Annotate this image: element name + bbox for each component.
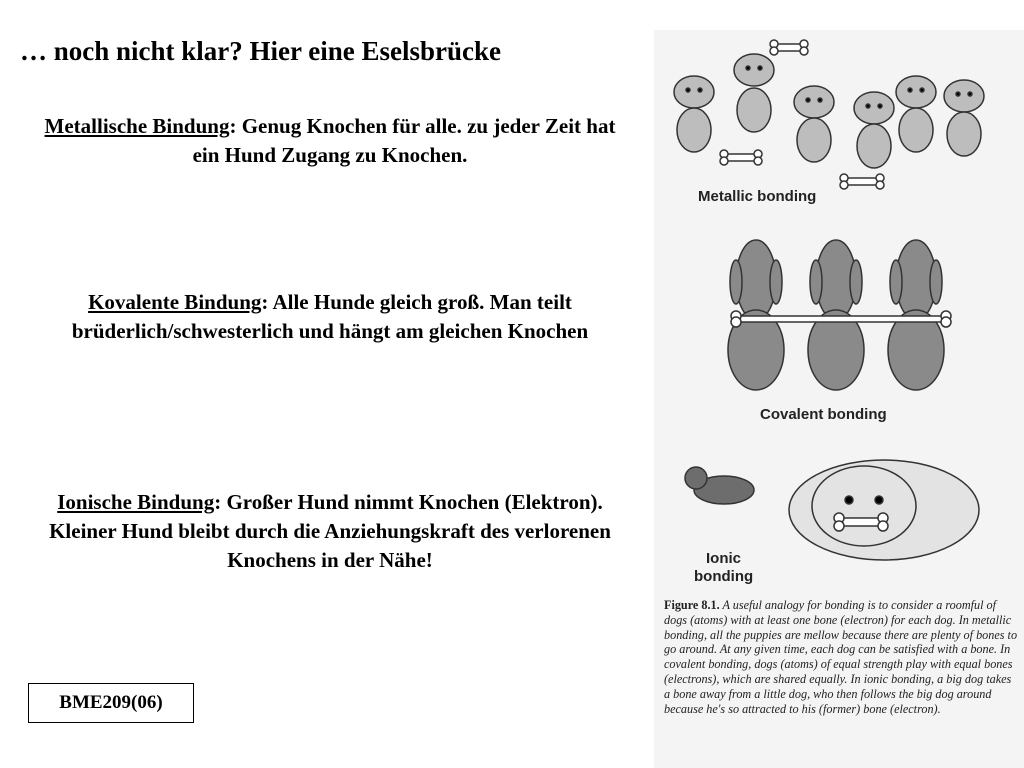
bone-icon — [720, 150, 762, 165]
figure-caption — [664, 598, 1018, 716]
covalent-bonding-term: Kovalente Bindung — [88, 290, 262, 314]
puppy-icon — [674, 76, 714, 152]
covalent-bonding-description: : Alle Hunde gleich groß. Man teilt brüderlich/schwesterlich und hängt am gleichen Knochen — [71, 290, 589, 343]
metallic-puppies-illustration — [674, 40, 984, 189]
hound-icon — [888, 240, 944, 390]
metallic-bonding-term: Metallische Bindung — [44, 114, 230, 138]
ionic-label-line1: Ionic — [706, 550, 742, 567]
bone-icon — [770, 40, 808, 55]
metallic-bonding-text — [30, 112, 630, 170]
metallic-bonding-label: Metallic bonding — [698, 188, 817, 205]
puppy-icon — [896, 76, 936, 152]
covalent-bonding-label: Covalent bonding — [760, 406, 887, 423]
dog-illustrations — [654, 30, 1024, 590]
bone-icon — [840, 174, 884, 189]
bulldog-icon — [789, 460, 979, 560]
ionic-dogs-illustration — [685, 460, 979, 560]
hound-icon — [808, 240, 864, 390]
figure-caption-lead: Figure 8.1. — [664, 598, 720, 612]
puppy-icon — [794, 86, 834, 162]
ionic-label-line2: bonding — [694, 568, 754, 585]
course-code-box: BME209(06) — [28, 683, 194, 723]
covalent-bonding-text — [30, 288, 630, 346]
metallic-bonding-description: : Genug Knochen für alle. zu jeder Zeit hat ein Hund Zugang zu Knochen. — [192, 114, 616, 167]
ionic-bonding-description: : Großer Hund nimmt Knochen (Elektron). Kleiner Hund bleibt durch die Anziehungskraft des verlorenen Knochens in der Nähe! — [49, 490, 611, 572]
ionic-bonding-term: Ionische Bindung — [57, 490, 215, 514]
puppy-icon — [734, 54, 774, 132]
figure-caption-text: A useful analogy for bonding is to consider a roomful of dogs (atoms) with at least one bone (electron) for each dog. In metallic bonding, all the puppies are mellow because there are plenty of bones to go around. At any given time, each dog can be satisfied with a bone. In covalent bonding, dogs (atoms) of equal strength play with equal bones (electrons), which are shared equally. In ionic bonding, a big dog takes a bone away from a little dog, who then follows the big dog around because he's so attracted to his (former) bone (electron). — [664, 598, 1018, 716]
bonding-analogy-figure — [654, 30, 1024, 768]
covalent-dogs-illustration — [728, 240, 951, 390]
puppy-icon — [944, 80, 984, 156]
small-dog-icon — [685, 467, 754, 504]
puppy-icon — [854, 92, 894, 168]
slide-title: … noch nicht klar? Hier eine Eselsbrücke — [20, 36, 502, 66]
ionic-bonding-text — [30, 488, 630, 575]
